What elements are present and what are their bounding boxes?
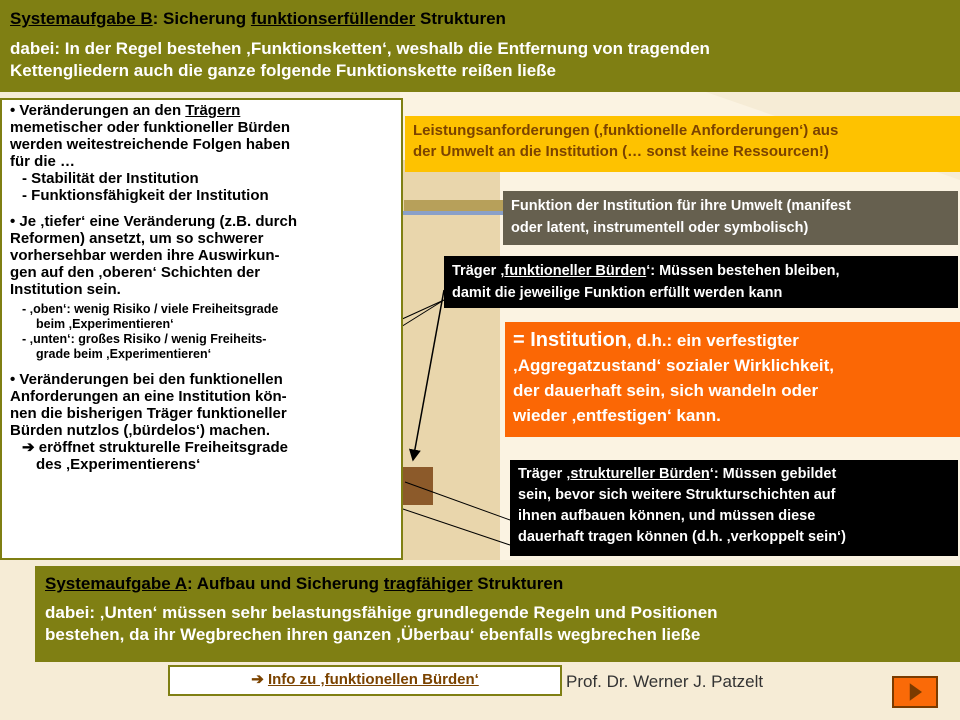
next-slide-icon: [894, 678, 936, 706]
left-text-box: • Veränderungen an den Trägern memetischer oder funktioneller Bürden werden weitestreichende Folgen haben für die … - Stabilität der Institution - Funktionsfähigkeit der Institution • Je ‚tiefer‘ eine Veränderung (z.B. durch Reformen) ansetzt, um so schwerer vorhersehbar werden ihre Auswirkun- gen auf den ‚oberen‘ Schichten der Institution sein. - ‚oben‘: wenig Risiko / viele Freiheitsgrade beim ‚Experimentieren‘ - ‚unten‘: großes Risiko / wenig Freiheits- grade beim ‚Experimentieren‘ • Veränderungen bei den funktionellen Anforderungen an eine Institution kön- nen die bisherigen Träger funktioneller Bürden nutzlos (‚bürdelos‘) machen. ➔ eröffnet strukturelle Freiheitsgrade des ‚Experimentierens‘: [0, 98, 403, 560]
right-arrow-icon: ➔: [22, 439, 35, 456]
right-arrow-icon: ➔: [251, 671, 264, 688]
bullet-traeger: • Veränderungen an den Trägern: [10, 102, 241, 119]
systemaufgabe-a-panel: [35, 566, 960, 662]
systemaufgabe-b-label: Systemaufgabe B: [10, 9, 153, 28]
next-slide-button[interactable]: [892, 676, 938, 708]
systemaufgabe-b-title: Systemaufgabe B: Sicherung funktionserfüllender Strukturen: [10, 9, 506, 28]
info-funktionelle-buerden-link[interactable]: ➔ Info zu ‚funktionellen Bürden‘: [168, 665, 562, 696]
systemaufgabe-b-panel: [0, 0, 960, 92]
institution-box: = Institution, d.h.: ein verfestigter ‚Aggregatzustand‘ sozialer Wirklichkeit, der dauerhaft sein, sich wandeln oder wieder ‚entfestigen‘ kann.: [505, 322, 960, 437]
systemaufgabe-a-description: dabei: ‚Unten‘ müssen sehr belastungsfähige grundlegende Regeln und Positionen bestehen, da ihr Wegbrechen ihren ganzen ‚Überbau‘ ebenfalls wegbrechen ließe: [45, 603, 718, 644]
systemaufgabe-a-title: Systemaufgabe A: Aufbau und Sicherung tragfähiger Strukturen: [45, 574, 564, 593]
traeger-struktureller-buerden-box: Träger ‚struktureller Bürden‘: Müssen gebildet sein, bevor sich weitere Strukturschichten auf ihnen aufbauen können, und müssen diese dauerhaft tragen können (d.h. ‚verkoppelt sein‘): [510, 460, 958, 556]
author-name: Prof. Dr. Werner J. Patzelt: [566, 672, 764, 691]
bullet-tiefe: • Je ‚tiefer‘ eine Veränderung (z.B. durch: [10, 213, 297, 230]
leistungsanforderungen-box: Leistungsanforderungen (‚funktionelle Anforderungen‘) aus der Umwelt an die Institution (… sonst keine Ressourcen!): [405, 116, 960, 172]
systemaufgabe-b-description: dabei: In der Regel bestehen ‚Funktionsketten‘, weshalb die Entfernung von tragenden Kettengliedern auch die ganze folgende Funktionskette reißen ließe: [10, 39, 710, 80]
bullet-anforderungen: • Veränderungen bei den funktionellen: [10, 371, 283, 388]
traeger-funktioneller-buerden-box: Träger ‚funktioneller Bürden‘: Müssen bestehen bleiben, damit die jeweilige Funktion erfüllt werden kann: [444, 256, 958, 308]
funktion-box: Funktion der Institution für ihre Umwelt (manifest oder latent, instrumentell oder symbolisch): [503, 191, 958, 245]
